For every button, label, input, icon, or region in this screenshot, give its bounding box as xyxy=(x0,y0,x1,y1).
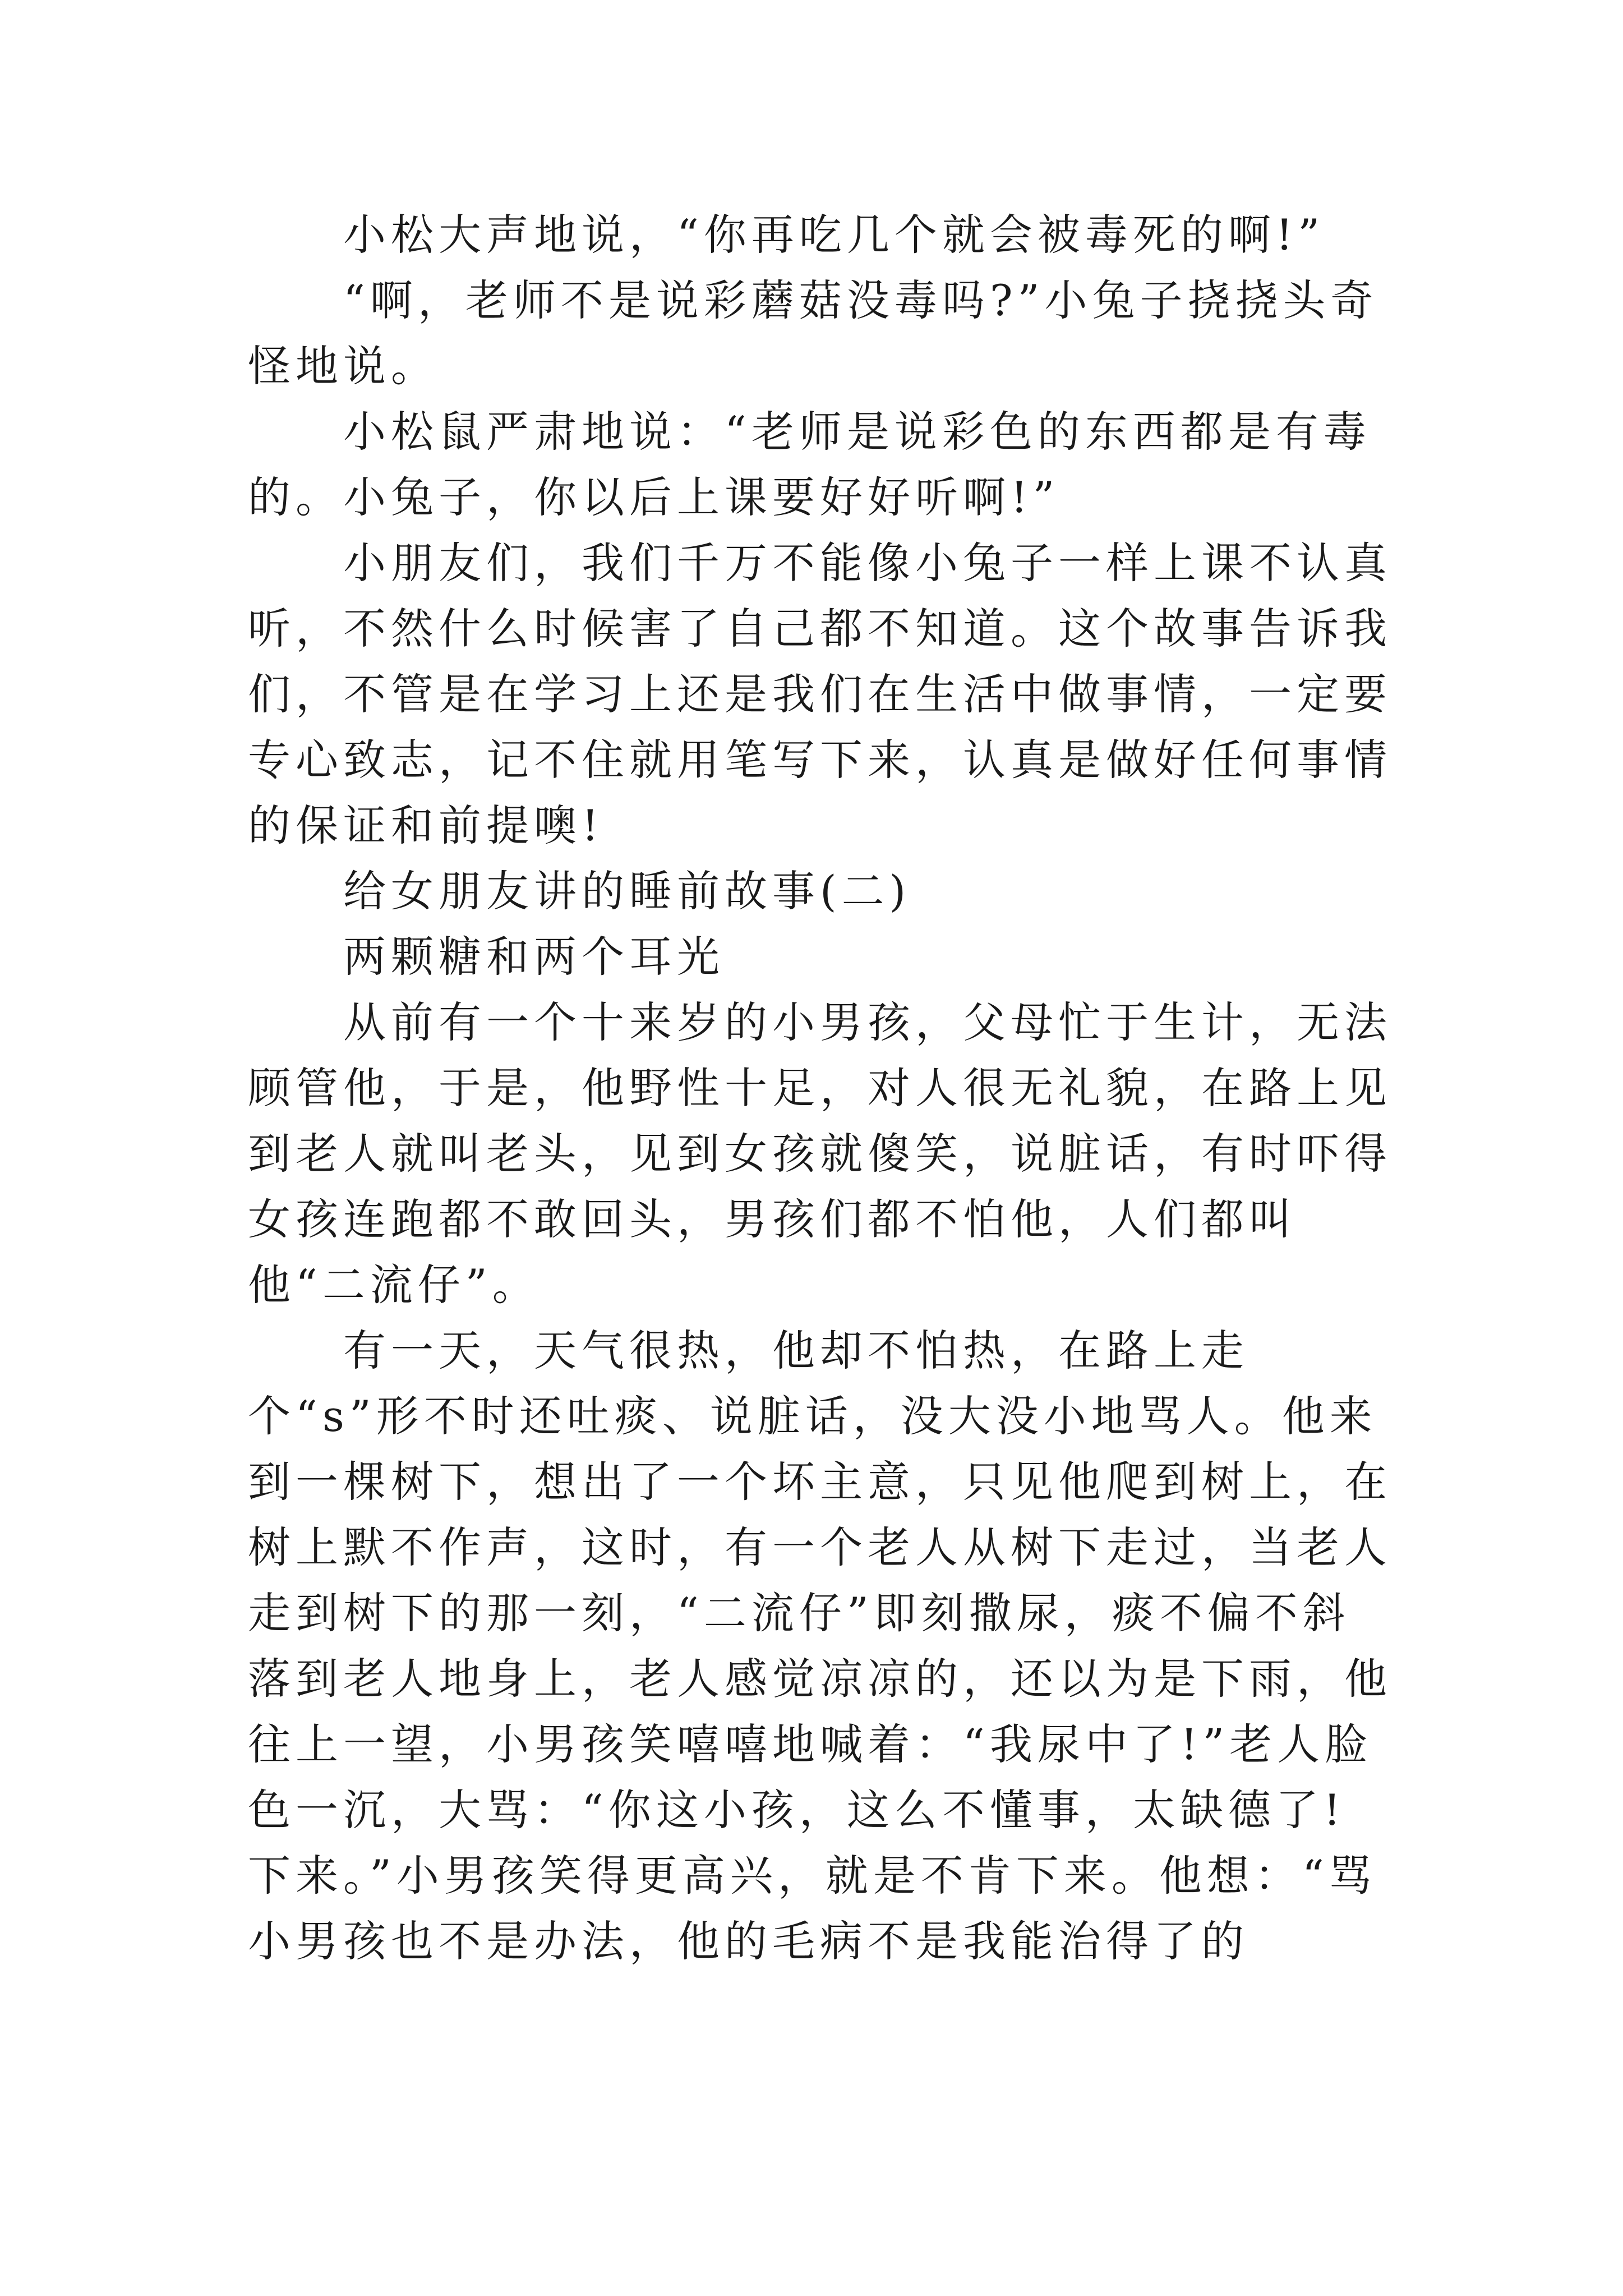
paragraph-moral: 小朋友们，我们千万不能像小兔子一样上课不认真听，不然什么时候害了自己都不知道。这个故事告诉我们，不管是在学习上还是我们在生活中做事情，一定要专心致志，记不住就用笔写下来，认真是做好任何事情的保证和前提噢! xyxy=(248,538,1392,850)
paragraph-rabbit-question: “啊，老师不是说彩蘑菇没毒吗?”小兔子挠挠头奇怪地说。 xyxy=(248,275,1378,391)
paragraph-squirrel-explanation: 小松鼠严肃地说：“老师是说彩色的东西都是有毒的。小兔子，你以后上课要好好听啊!” xyxy=(248,407,1371,522)
paragraph-boy-intro: 从前有一个十来岁的小男孩，父母忙于生计，无法顾管他，于是，他野性十足，对人很无礼貌，在路上见到老人就叫老头，见到女孩就傻笑，说脏话，有时吓得女孩连跑都不敢回头，男孩们都不怕他，人们都叫他“二流仔”。 xyxy=(248,997,1392,1310)
document-body xyxy=(248,202,1392,1974)
paragraph-tree-incident: 有一天，天气很热，他却不怕热，在路上走个“s”形不时还吐痰、说脏话，没大没小地骂人。他来到一棵树下，想出了一个坏主意，只见他爬到树上，在树上默不作声，这时，有一个老人从树下走过，当老人走到树下的那一刻，“二流仔”即刻撒尿，痰不偏不斜落到老人地身上，老人感觉凉凉的，还以为是下雨，他往上一望，小男孩笑嘻嘻地喊着：“我尿中了!”老人脸色一沉，大骂：“你这小孩，这么不懂事，太缺德了!下来。”小男孩笑得更高兴，就是不肯下来。他想：“骂小男孩也不是办法，他的毛病不是我能治得了的 xyxy=(248,1326,1392,1966)
paragraph-squirrel-warning: 小松大声地说，“你再吃几个就会被毒死的啊!” xyxy=(343,210,1325,260)
section-heading: 给女朋友讲的睡前故事(二) xyxy=(343,866,911,916)
story-title: 两颗糖和两个耳光 xyxy=(343,932,725,982)
